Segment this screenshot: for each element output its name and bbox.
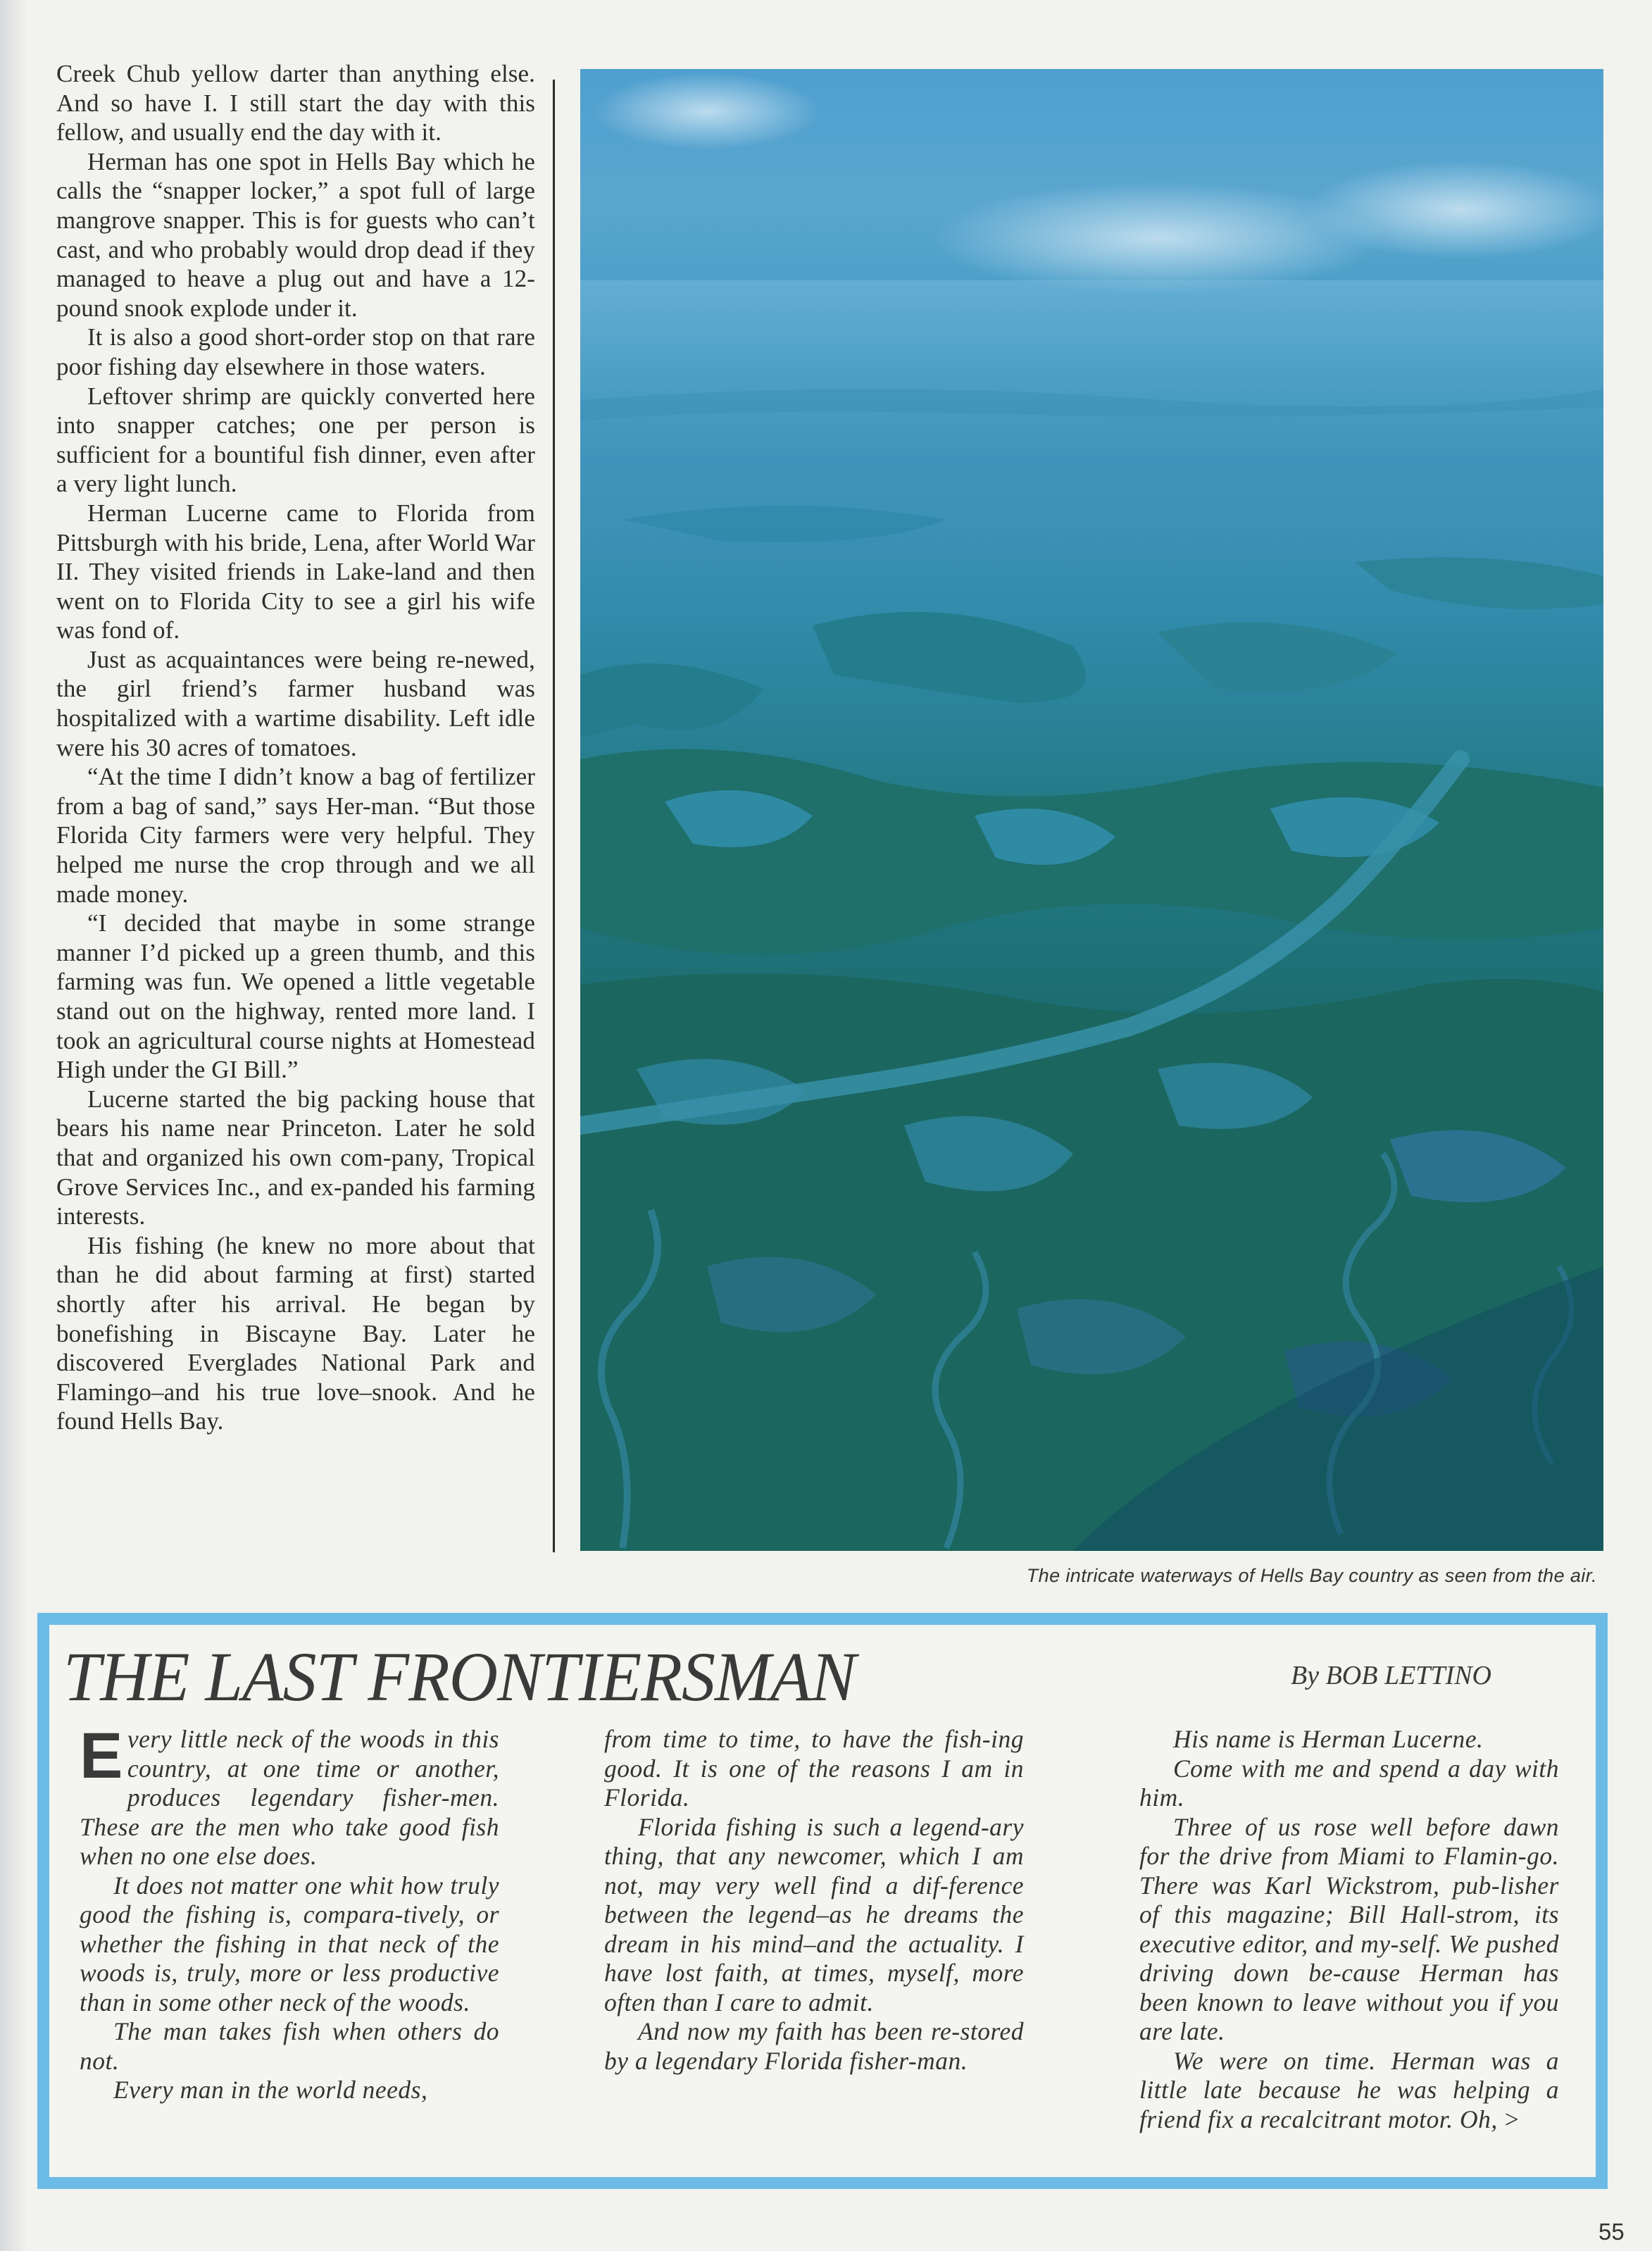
photo-caption: The intricate waterways of Hells Bay country as seen from the air. <box>1026 1565 1597 1586</box>
article-byline: By BOB LETTINO <box>1291 1661 1491 1690</box>
drop-cap: E <box>80 1720 123 1792</box>
paragraph: His name is Herman Lucerne. <box>1173 1725 1484 1753</box>
paragraph: “At the time I didn’t know a bag of fertilizer from a bag of sand,” says Her-man. “But those Florida City farmers were very helpful. They helped me nurse the crop through and we all made money. <box>56 763 535 908</box>
continue-arrow-icon: > <box>1504 2105 1520 2133</box>
paragraph: Florida fishing is such a legend-ary thing, that any newcomer, which I am not, may very well find a dif-ference between the legend–as he dreams the dream in his mind–and the actuality. I have lost faith, at times, myself, more often than I care to admit. <box>604 1812 1024 2016</box>
article-frame <box>37 1613 1608 2189</box>
paragraph: We were on time. Herman was a little late because he was helping a friend fix a recalcitrant motor. Oh, > <box>1139 2046 1559 2133</box>
waterways-illustration <box>580 69 1603 1551</box>
body-column-left <box>56 59 535 1436</box>
paragraph: from time to time, to have the fish-ing good. It is one of the reasons I am in Florida. <box>604 1725 1024 1812</box>
paragraph: Every man in the world needs, <box>113 2076 428 2104</box>
paragraph: Leftover shrimp are quickly converted here into snapper catches; one per person is sufficient for a bountiful fish dinner, even after a very light lunch. <box>56 382 535 498</box>
article-column-2 <box>604 1725 1024 2076</box>
article-column-3 <box>1139 1725 1559 2134</box>
article-column-1 <box>80 1720 499 2105</box>
paragraph: Herman Lucerne came to Florida from Pittsburgh with his bride, Lena, after World War II. They visited friends in Lake-land and then went on to Florida City to see a girl his wife was fond of. <box>56 499 535 644</box>
paragraph: Lucerne started the big packing house that bears his name near Princeton. Later he sold that and organized his own com-pany, Tropical Grove Services Inc., and ex-panded his farming interests. <box>56 1085 535 1230</box>
paragraph: It does not matter one whit how truly good the fishing is, compara-tively, or whether the fishing in that neck of the woods is, truly, more or less productive than in some other neck of the woods. <box>80 1871 499 2016</box>
paragraph: Three of us rose well before dawn for the drive from Miami to Flamin-go. There was Karl Wickstrom, pub-lisher of this magazine; Bill Hall-strom, its executive editor, and my-self. We pushed driving down be-cause Herman has been known to leave without you if you are late. <box>1139 1812 1559 2045</box>
aerial-photo <box>580 69 1603 1551</box>
paragraph: Just as acquaintances were being re-newed, the girl friend’s farmer husband was hospitalized with a wartime disability. Left idle were his 30 acres of tomatoes. <box>56 645 535 761</box>
column-divider-rule <box>553 80 555 1552</box>
paragraph: His fishing (he knew no more about that than he did about farming at first) started shortly after his arrival. He began by bonefishing in Biscayne Bay. Later he discovered Everglades National Park and Flamingo–and his true love–snook. And he found Hells Bay. <box>56 1231 535 1435</box>
paragraph: Come with me and spend a day with him. <box>1139 1754 1559 1812</box>
paragraph: It is also a good short-order stop on that rare poor fishing day elsewhere in those waters. <box>56 323 535 380</box>
paragraph: The man takes fish when others do not. <box>80 2017 499 2075</box>
page-gutter-shadow <box>0 0 28 2251</box>
article-title: THE LAST FRONTIERSMAN <box>63 1638 856 1716</box>
paragraph: And now my faith has been re-stored by a legendary Florida fisher-man. <box>604 2017 1024 2075</box>
paragraph: “I decided that maybe in some strange manner I’d picked up a green thumb, and this farming was fun. We opened a little vegetable stand out on the highway, rented more land. I took an agricultural course nights at Homestead High under the GI Bill.” <box>56 909 535 1084</box>
paragraph: Every little neck of the woods in this country, at one time or another, produces legendary fisher-men. These are the men who take good fish when no one else does. <box>80 1720 499 1870</box>
page-number: 55 <box>1598 2219 1625 2245</box>
paragraph: Herman has one spot in Hells Bay which he calls the “snapper locker,” a spot full of large mangrove snapper. This is for guests who can’t cast, and who probably would drop dead if they managed to heave a plug out and have a 12-pound snook explode under it. <box>56 147 535 322</box>
paragraph: Creek Chub yellow darter than anything else. And so have I. I still start the day with this fellow, and usually end the day with it. <box>56 60 535 146</box>
